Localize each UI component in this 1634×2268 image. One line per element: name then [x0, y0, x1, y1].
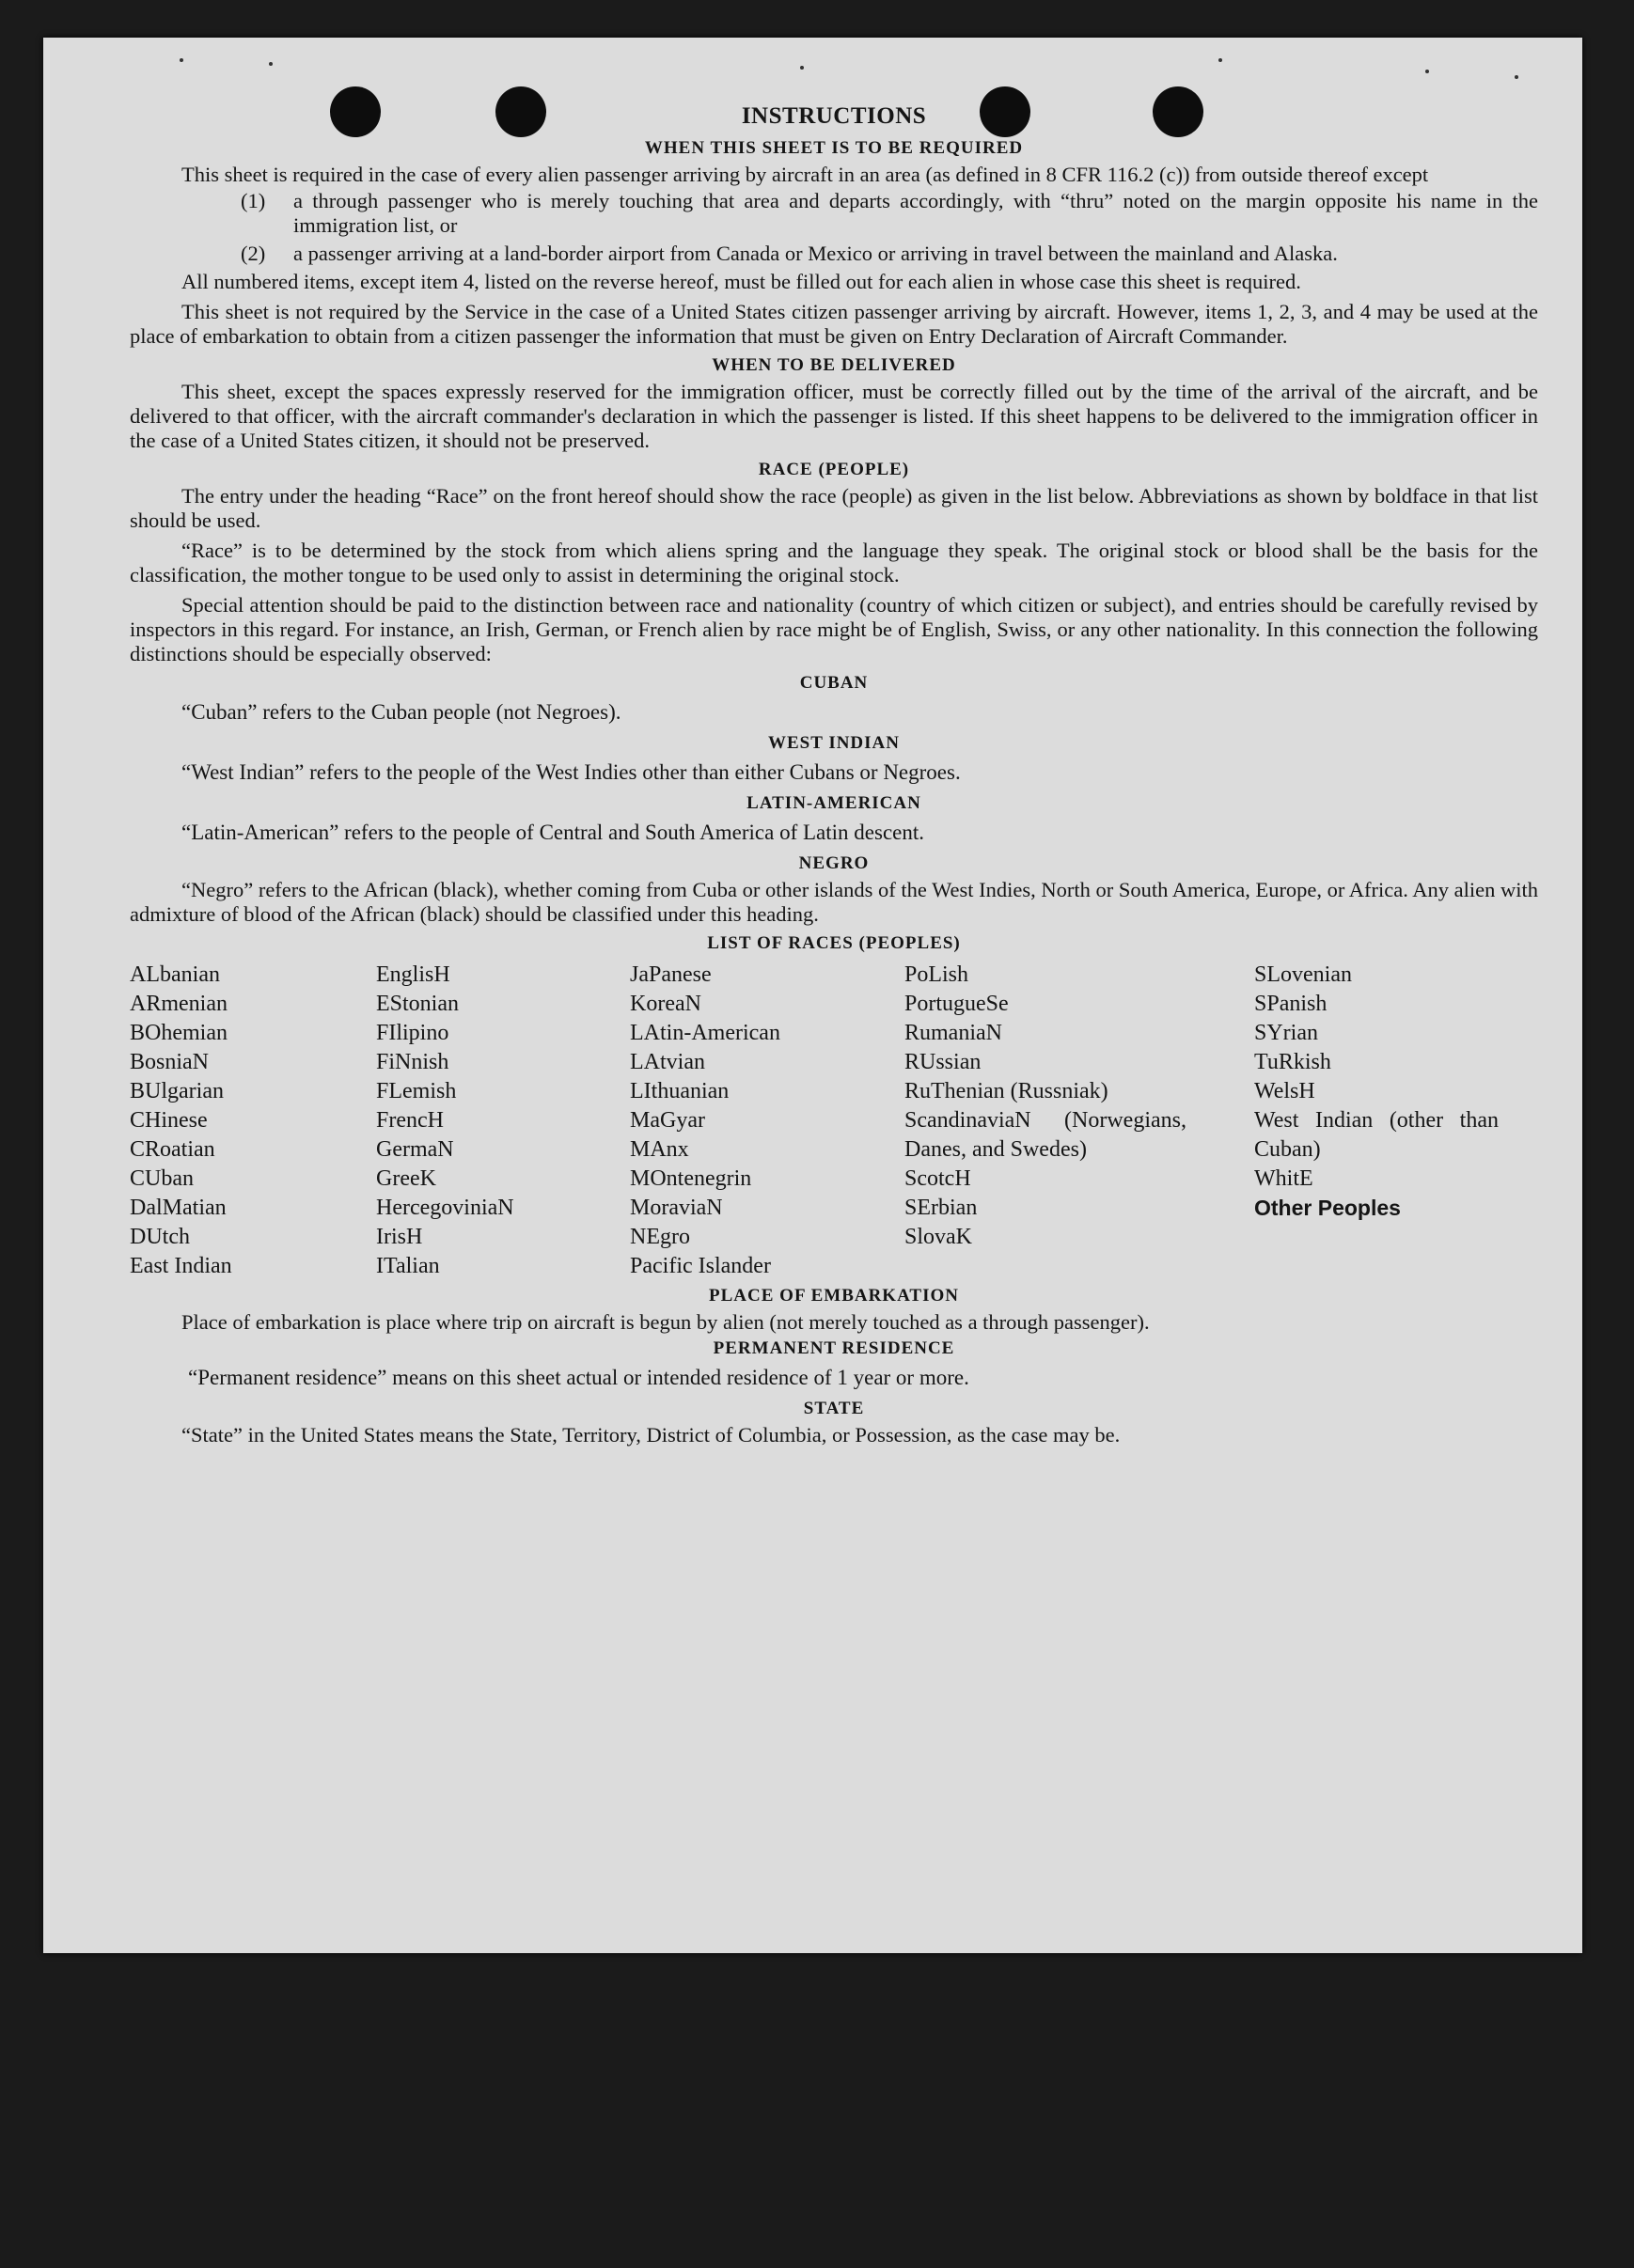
race-entry: ALbanian: [130, 962, 220, 987]
heading-cuban: CUBAN: [799, 673, 869, 693]
definition-embarkation: Place of embarkation is place where trip on aircraft is begun by alien (not merely touched as a through passenger).: [181, 1310, 1150, 1334]
speck: [1425, 70, 1429, 73]
race-entry: PoLish: [904, 962, 969, 987]
race-entry: GreeK: [376, 1166, 436, 1191]
definition-west-indian: “West Indian” refers to the people of the West Indies other than either Cubans or Negroes.: [181, 760, 961, 784]
instructions-content: [130, 102, 1538, 1447]
race-entry: ITalian: [376, 1254, 440, 1278]
paragraph: Special attention should be paid to the distinction between race and nationality (country of which citizen or subject), and entries should be carefully revised by inspectors in this regard. For instance, an Irish, German, or French alien by race might be of English, Swiss, or any other nationality. In this connection the following distinctions should be especially observed:: [130, 593, 1538, 665]
definition-cuban: “Cuban” refers to the Cuban people (not Negroes).: [181, 700, 621, 724]
race-entry: FiNnish: [376, 1050, 449, 1074]
definition-negro: “Negro” refers to the African (black), whether coming from Cuba or other islands of the West Indies, North or South America, Europe, or Africa. Any alien with admixture of blood of the African (black) should be classified under this heading.: [130, 878, 1538, 926]
item-text: a passenger arriving at a land-border airport from Canada or Mexico or arriving in travel between the mainland and Alaska.: [293, 242, 1338, 265]
race-entry: LAtvian: [630, 1050, 705, 1074]
race-entry: HercegoviniaN: [376, 1196, 514, 1220]
heading-negro: NEGRO: [798, 853, 870, 873]
race-entry: EStonian: [376, 992, 459, 1016]
section-heading-race: RACE (PEOPLE): [758, 460, 910, 479]
heading-latin-american: LATIN-AMERICAN: [746, 793, 921, 813]
race-entry: BosniaN: [130, 1050, 209, 1074]
race-entry: FrencH: [376, 1108, 444, 1133]
race-entry: DUtch: [130, 1225, 190, 1249]
race-entry: MOntenegrin: [630, 1166, 752, 1191]
race-entry: LAtin-American: [630, 1021, 780, 1045]
list-item: [241, 242, 1538, 266]
race-entry: GermaN: [376, 1137, 454, 1162]
heading-west-indian: WEST INDIAN: [768, 733, 900, 753]
race-entry: ScotcH: [904, 1166, 971, 1191]
race-entry: MAnx: [630, 1137, 689, 1162]
races-column-4: [904, 961, 1186, 1281]
paragraph: This sheet is not required by the Service in the case of a United States citizen passenger arriving by aircraft. However, items 1, 2, 3, and 4 may be used at the place of embarkation to obtain from a citizen passenger the information that must be given on Entry Declaration of Aircraft Commander.: [130, 300, 1538, 348]
race-entry: CUban: [130, 1166, 194, 1191]
race-entry: NEgro: [630, 1225, 690, 1249]
definition-latin-american: “Latin-American” refers to the people of Central and South America of Latin descent.: [181, 821, 924, 844]
speck: [269, 62, 273, 66]
race-entry: KoreaN: [630, 992, 701, 1016]
race-entry: RuThenian (Russniak): [904, 1079, 1108, 1103]
speck: [1218, 58, 1222, 62]
race-entry: CRoatian: [130, 1137, 215, 1162]
race-entry: JaPanese: [630, 962, 712, 987]
races-column-2: [376, 961, 630, 1281]
paragraph: This sheet, except the spaces expressly reserved for the immigration officer, must be correctly filled out by the time of the arrival of the aircraft, and be delivered to that officer, with the aircraft commander's declaration in which the passenger is listed. If this sheet happens to be delivered to the immigration officer in the case of a United States citizen, it should not be preserved.: [130, 380, 1538, 452]
race-entry: DalMatian: [130, 1196, 227, 1220]
race-entry: FLemish: [376, 1079, 457, 1103]
paragraph: This sheet is required in the case of every alien passenger arriving by aircraft in an area (as defined in 8 CFR 116.2 (c)) from outside thereof except: [181, 163, 1429, 186]
section-heading-delivered: WHEN TO BE DELIVERED: [712, 355, 956, 375]
race-entry: IrisH: [376, 1225, 423, 1249]
race-entry: SYrian: [1254, 1021, 1318, 1045]
race-entry: PortugueSe: [904, 992, 1009, 1016]
race-entry: RUssian: [904, 1050, 982, 1074]
race-entry: SlovaK: [904, 1225, 972, 1249]
race-entry: RumaniaN: [904, 1021, 1002, 1045]
races-column-3: [630, 961, 904, 1281]
heading-state: STATE: [803, 1399, 865, 1418]
race-entry: East Indian: [130, 1254, 232, 1278]
race-entry-other-peoples: Other Peoples: [1254, 1196, 1401, 1220]
race-entry: EnglisH: [376, 962, 450, 987]
heading-residence: PERMANENT RESIDENCE: [713, 1338, 955, 1358]
race-entry: MoraviaN: [630, 1196, 723, 1220]
speck: [1515, 75, 1518, 79]
definition-residence: “Permanent residence” means on this sheet actual or intended residence of 1 year or more.: [188, 1366, 969, 1389]
section-heading-required: WHEN THIS SHEET IS TO BE REQUIRED: [644, 138, 1024, 158]
list-item: [241, 189, 1538, 238]
race-entry: SLovenian: [1254, 962, 1352, 987]
race-entry: FIlipino: [376, 1021, 449, 1045]
race-entry: WhitE: [1254, 1166, 1313, 1191]
item-number: (1): [241, 189, 266, 212]
race-entry: ScandinaviaN (Norwegians, Danes, and Swedes): [904, 1108, 1186, 1162]
definition-state: “State” in the United States means the State, Territory, District of Columbia, or Possession, as the case may be.: [181, 1423, 1121, 1447]
race-entry: Pacific Islander: [630, 1254, 771, 1278]
races-column-5: [1254, 961, 1499, 1281]
paragraph: The entry under the heading “Race” on the front hereof should show the race (people) as given in the list below. Abbreviations as shown by boldface in that list should be used.: [130, 484, 1538, 532]
item-number: (2): [241, 242, 266, 265]
race-entry: SPanish: [1254, 992, 1328, 1016]
item-text: a through passenger who is merely touching that area and departs accordingly, with “thru” noted on the margin opposite his name in the immigration list, or: [293, 189, 1538, 237]
race-entry: LIthuanian: [630, 1079, 730, 1103]
race-entry: SErbian: [904, 1196, 978, 1220]
races-table: [130, 961, 1538, 1281]
race-entry: ARmenian: [130, 992, 228, 1016]
race-entry: WelsH: [1254, 1079, 1315, 1103]
race-entry: TuRkish: [1254, 1050, 1331, 1074]
paragraph: “Race” is to be determined by the stock from which aliens spring and the language they speak. The original stock or blood shall be the basis for the classification, the mother tongue to be used only to assist in determining the original stock.: [130, 539, 1538, 587]
document-sheet: [43, 38, 1582, 1953]
heading-embarkation: PLACE OF EMBARKATION: [709, 1286, 959, 1306]
speck: [180, 58, 183, 62]
race-entry: BOhemian: [130, 1021, 228, 1045]
heading-list-of-races: LIST OF RACES (PEOPLES): [707, 933, 961, 953]
races-column-1: [130, 961, 376, 1281]
race-entry: West Indian (other than Cuban): [1254, 1108, 1499, 1162]
speck: [800, 66, 804, 70]
race-entry: BUlgarian: [130, 1079, 224, 1103]
race-entry: CHinese: [130, 1108, 208, 1133]
page-title: INSTRUCTIONS: [741, 103, 927, 129]
paragraph: All numbered items, except item 4, listed on the reverse hereof, must be filled out for each alien in whose case this sheet is required.: [181, 270, 1301, 293]
race-entry: MaGyar: [630, 1108, 705, 1133]
